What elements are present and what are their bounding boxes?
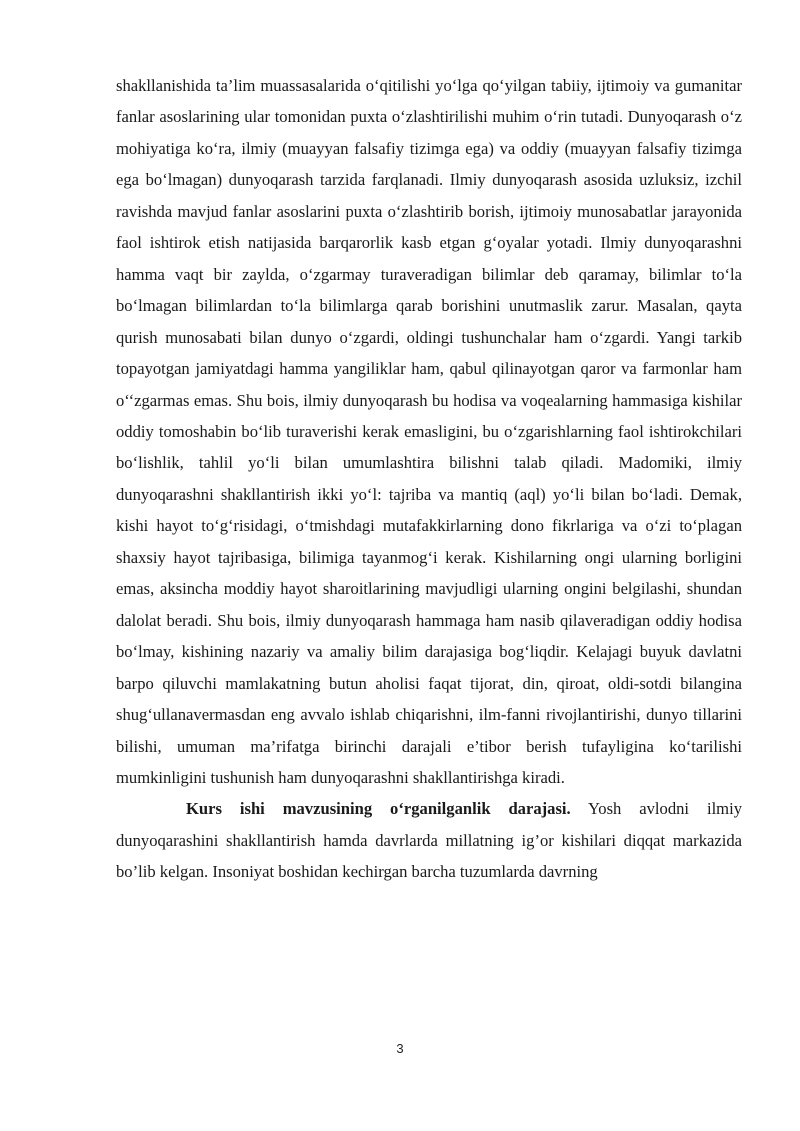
body-paragraph: shakllanishida ta’lim muassasalarida o‘qitilishi yo‘lga qo‘yilgan tabiiy, ijtimoiy va gumanitar fanlar asoslarining ular tomonidan puxta o‘zlashtirilishi muhim o‘rin tutadi. Dunyoqarash o‘z mohiyatiga ko‘ra, ilmiy (muayyan falsafiy tizimga ega) va oddiy (muayyan falsafiy tizimga ega bo‘lmagan) dunyoqarash tarzida farqlanadi. Ilmiy dunyoqarash asosida uzluksiz, izchil ravishda mavjud fanlar asoslarini puxta o‘zlashtirib borish, ijtimoiy munosabatlar jarayonida faol ishtirok etish natijasida barqarorlik kasb etgan g‘oyalar yotadi. Ilmiy dunyoqarashni hamma vaqt bir zaylda, o‘zgarmay turaveradigan bilimlar deb qaramay, bilimlar to‘la bo‘lmagan bilimlardan to‘la bilimlarga qarab borishini unutmaslik zarur. Masalan, qayta qurish munosabati bilan dunyo o‘zgardi, oldingi tushunchalar ham o‘zgardi. Yangi tarkib topayotgan jamiyatdagi hamma yangiliklar ham, qabul qilinayotgan qaror va farmonlar ham o‘‘zgarmas emas. Shu bois, ilmiy dunyoqarash bu hodisa va voqealarning hammasiga kishilar oddiy tomoshabin bo‘lib turaverishi kerak emasligini, bu o‘zgarishlarning faol ishtirokchilari bo‘lishlik, tahlil yo‘li bilan umumlashtira bilishni talab qiladi. Madomiki, ilmiy dunyoqarashni shakllantirish ikki yo‘l: tajriba va mantiq (aql) yo‘li bilan bo‘ladi. Demak, kishi hayot to‘g‘risidagi, o‘tmishdagi mutafakkirlarning dono fikrlariga va o‘zi to‘plagan shaxsiy hayot tajribasiga, bilimiga tayanmog‘i kerak. Kishilarning ongi ularning borligini emas, aksincha moddiy hayot sharoitlarining mavjudligi ularning ongini belgilashi, shundan dalolat beradi. Shu bois, ilmiy dunyoqarash hammaga ham nasib qilaveradigan oddiy hodisa bo‘lmay, kishining nazariy va amaliy bilim darajasiga bog‘liqdir. Kelajagi buyuk davlatni barpo qiluvchi mamlakatning butun aholisi faqat tijorat, din, qiroat, oldi-sotdi bilangina shug‘ullanavermasdan eng avvalo ishlab chiqarishni, ilm-fanni rivojlantirishi, dunyo tillarini bilishi, umuman ma’rifatga birinchi darajali e’tibor berish tufayligina ko‘tarilishi mumkinligini tushunish ham dunyoqarashni shakllantirishga kiradi.	[116, 76, 742, 787]
document-body	[116, 70, 742, 888]
section-heading: Kurs ishi mavzusining o‘rganilganlik darajasi.	[186, 799, 571, 819]
page-number: 3	[396, 1041, 404, 1056]
section-paragraph-text: Yosh avlodni ilmiy dunyoqarashini shakllantirish hamda davrlarda millatning ig’or kishilari diqqat markazida bo’lib kelgan. Insoniyat boshidan kechirgan barcha tuzumlarda davrning	[116, 799, 742, 882]
section-paragraph	[116, 793, 742, 887]
